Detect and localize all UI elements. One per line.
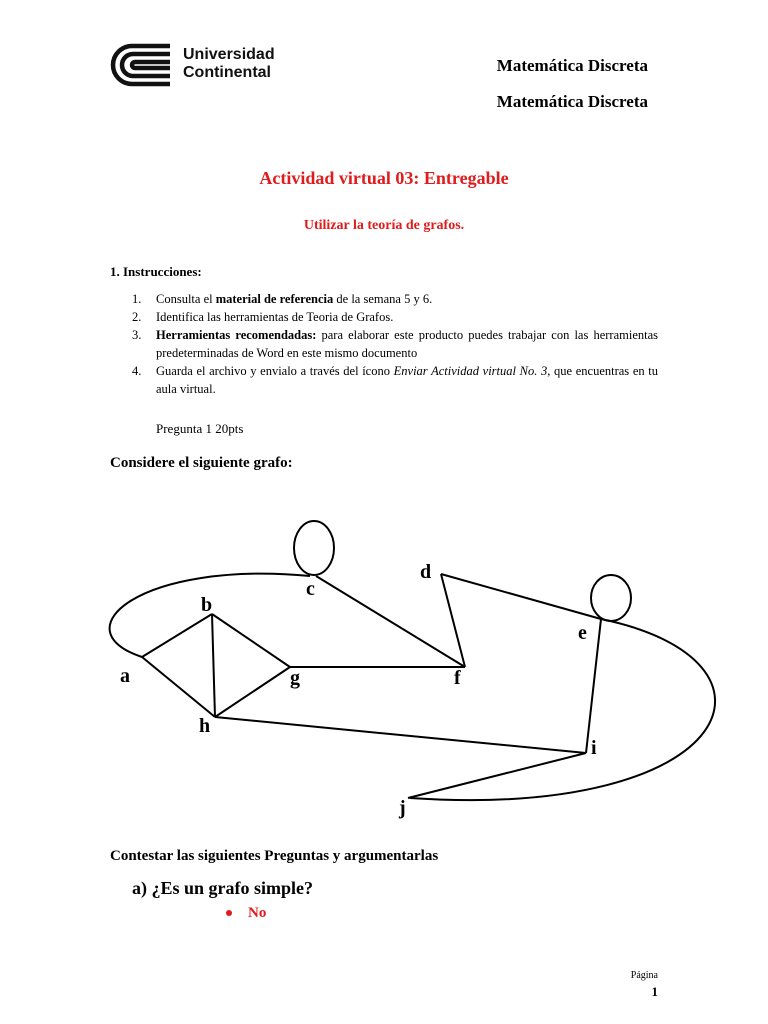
university-logo — [108, 42, 288, 88]
instruction-text: , que encuentras en tu aula virtual. — [156, 364, 658, 396]
course-title-1: Matemática Discreta — [496, 56, 648, 75]
bullet-icon — [226, 910, 232, 916]
graph-edge-b-g — [212, 614, 290, 667]
instruction-number: 1. — [132, 292, 142, 306]
instruction-item — [110, 290, 658, 308]
instruction-number: 4. — [132, 364, 142, 378]
graph-node-label-a: a — [120, 665, 130, 687]
answer-a: No — [248, 905, 267, 921]
graph-edge-i-j — [408, 753, 586, 798]
instruction-text: material de referencia — [215, 292, 334, 306]
graph-diagram — [0, 490, 768, 830]
continental-logo-icon — [108, 42, 172, 88]
instruction-text: Identifica las herramientas de Teoria de Grafos. — [156, 310, 394, 324]
instruction-number: 3. — [132, 328, 142, 342]
instructions-list — [110, 290, 658, 398]
graph-loop-c — [294, 521, 334, 575]
instruction-text: Enviar Actividad virtual No. 3 — [393, 364, 548, 378]
graph-loop-e — [591, 575, 631, 621]
graph-edge-d-f — [441, 574, 465, 667]
answer-instructions: Contestar las siguientes Preguntas y argumentarlas — [110, 848, 439, 864]
graph-node-label-b: b — [201, 594, 213, 616]
instruction-text: para elaborar este producto puedes trabajar con las herramientas predeterminadas de Word en este mismo documento — [156, 328, 658, 360]
graph-edge-h-i — [215, 717, 586, 753]
graph-edge-e-j — [410, 619, 715, 800]
page-label: Página — [630, 970, 658, 981]
logo-text-line2: Continental — [183, 64, 271, 81]
page-subtitle: Utilizar la teoría de grafos. — [303, 218, 465, 233]
instruction-text: Guarda el archivo y envialo a través del ícono — [156, 364, 394, 378]
graph-edge-e-i — [586, 619, 601, 753]
question-a: a) ¿Es un grafo simple? — [132, 878, 314, 898]
graph-intro: Considere el siguiente grafo: — [110, 455, 293, 471]
graph-node-label-h: h — [199, 715, 211, 737]
section-heading: 1. Instrucciones: — [110, 264, 202, 279]
instruction-item — [110, 362, 658, 398]
graph-edge-d-e — [441, 574, 601, 619]
graph-edge-c-f — [316, 576, 465, 667]
instruction-text: Consulta el — [156, 292, 216, 306]
graph-edge-a-h — [142, 657, 215, 717]
page-title: Actividad virtual 03: Entregable — [259, 168, 509, 188]
course-title-2: Matemática Discreta — [496, 92, 648, 111]
question-points: Pregunta 1 20pts — [156, 421, 244, 436]
instruction-text: de la semana 5 y 6. — [333, 292, 433, 306]
graph-node-label-f: f — [454, 667, 461, 689]
graph-edge-g-h — [215, 667, 290, 717]
instruction-text: Herramientas recomendadas: — [156, 328, 317, 342]
graph-edge-b-h — [212, 614, 215, 717]
instruction-item — [110, 308, 658, 326]
graph-node-label-g: g — [290, 667, 300, 689]
graph-node-label-e: e — [578, 622, 587, 644]
instruction-item — [110, 326, 658, 362]
graph-edge-a-b — [142, 614, 212, 657]
graph-node-label-i: i — [591, 737, 597, 759]
graph-node-label-j: j — [399, 797, 406, 819]
graph-node-label-d: d — [420, 561, 432, 583]
graph-node-label-c: c — [306, 578, 315, 600]
logo-text-line1: Universidad — [183, 46, 275, 63]
page-number: 1 — [651, 984, 658, 999]
instruction-number: 2. — [132, 310, 142, 324]
